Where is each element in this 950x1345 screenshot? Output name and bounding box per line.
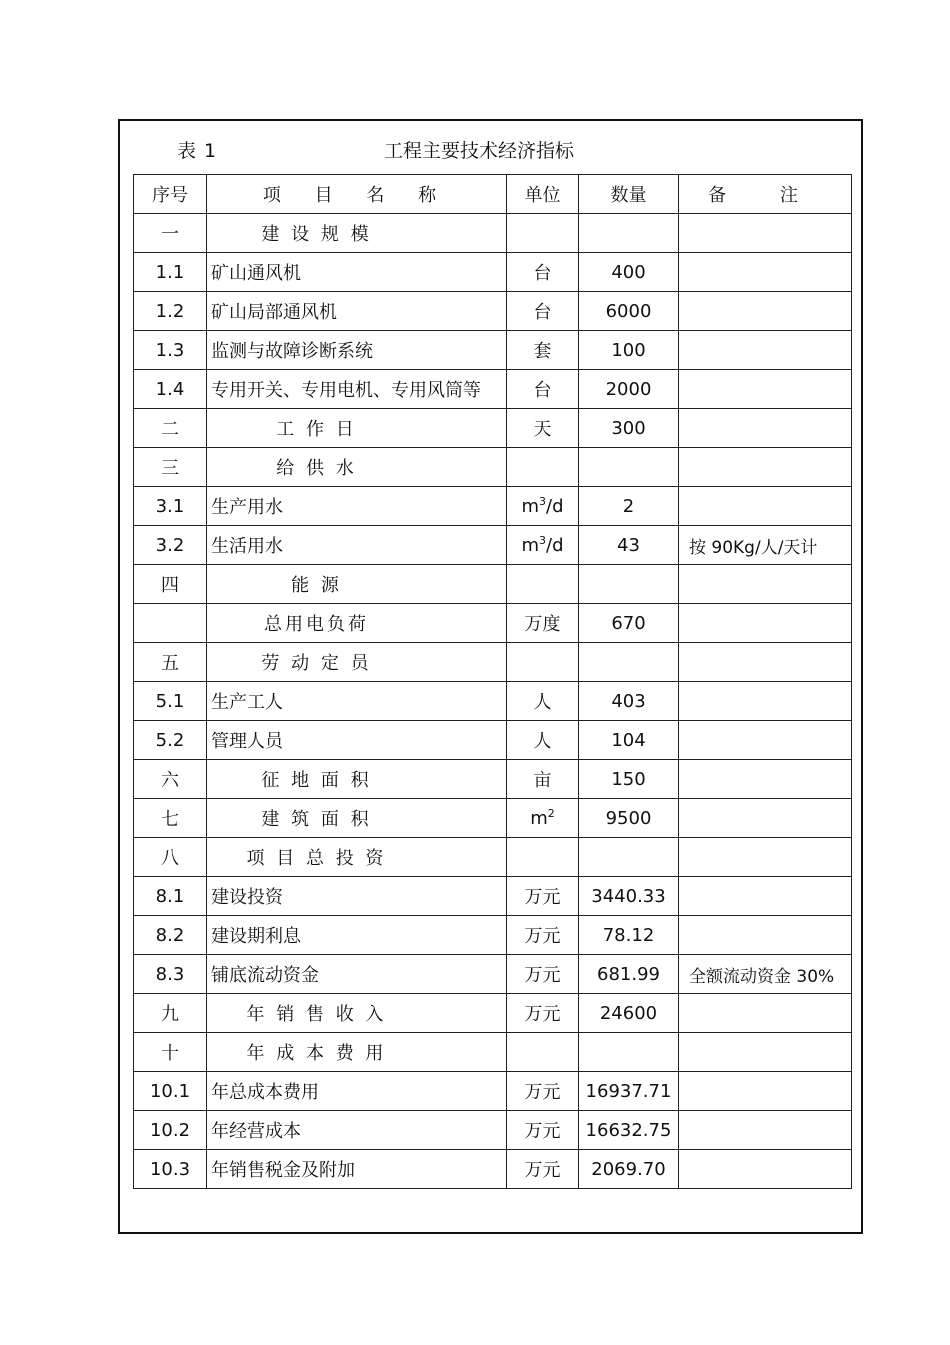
row-unit: 万元 (507, 916, 579, 955)
indicator-table (133, 174, 852, 1189)
table-row (134, 526, 852, 565)
table-row (134, 604, 852, 643)
table-row (134, 1111, 852, 1150)
header-note: 备 注 (679, 175, 852, 214)
table-row (134, 565, 852, 604)
row-note (679, 253, 852, 292)
row-index: 1.3 (134, 331, 207, 370)
row-note: 全额流动资金 30% (679, 955, 852, 994)
row-name: 建 筑 面 积 (207, 799, 507, 838)
row-name: 铺底流动资金 (207, 955, 507, 994)
row-quantity (579, 838, 679, 877)
row-name: 生产工人 (207, 682, 507, 721)
table-row (134, 214, 852, 253)
row-quantity: 78.12 (579, 916, 679, 955)
row-quantity: 2069.70 (579, 1150, 679, 1189)
table-row (134, 682, 852, 721)
table-row (134, 331, 852, 370)
row-index: 5.2 (134, 721, 207, 760)
row-name: 能 源 (207, 565, 507, 604)
row-quantity: 24600 (579, 994, 679, 1033)
header-idx: 序号 (134, 175, 207, 214)
row-note (679, 370, 852, 409)
row-quantity (579, 643, 679, 682)
row-name: 生活用水 (207, 526, 507, 565)
row-quantity: 403 (579, 682, 679, 721)
row-quantity (579, 565, 679, 604)
row-name: 矿山局部通风机 (207, 292, 507, 331)
row-index: 1.2 (134, 292, 207, 331)
table-row (134, 448, 852, 487)
row-note (679, 838, 852, 877)
row-index: 8.2 (134, 916, 207, 955)
table-row (134, 292, 852, 331)
row-unit: 万元 (507, 1072, 579, 1111)
row-name: 年总成本费用 (207, 1072, 507, 1111)
table-row (134, 643, 852, 682)
row-name: 征 地 面 积 (207, 760, 507, 799)
row-note (679, 331, 852, 370)
header-qty: 数量 (579, 175, 679, 214)
table-row (134, 1072, 852, 1111)
row-index: 5.1 (134, 682, 207, 721)
table-row (134, 838, 852, 877)
table-row (134, 916, 852, 955)
row-unit: 万元 (507, 1150, 579, 1189)
row-name: 建设投资 (207, 877, 507, 916)
row-unit: 天 (507, 409, 579, 448)
table-row (134, 253, 852, 292)
row-name: 年经营成本 (207, 1111, 507, 1150)
row-index: 五 (134, 643, 207, 682)
table-row (134, 721, 852, 760)
row-note: 按 90Kg/人/天计 (679, 526, 852, 565)
row-quantity: 681.99 (579, 955, 679, 994)
row-quantity: 300 (579, 409, 679, 448)
table-row (134, 877, 852, 916)
row-quantity: 9500 (579, 799, 679, 838)
row-unit: 万元 (507, 877, 579, 916)
row-index: 七 (134, 799, 207, 838)
table-row (134, 760, 852, 799)
table-row (134, 994, 852, 1033)
row-quantity (579, 448, 679, 487)
row-name: 专用开关、专用电机、专用风筒等 (207, 370, 507, 409)
row-index: 三 (134, 448, 207, 487)
row-name: 劳 动 定 员 (207, 643, 507, 682)
row-unit: 万度 (507, 604, 579, 643)
row-name: 项 目 总 投 资 (207, 838, 507, 877)
row-name: 工 作 日 (207, 409, 507, 448)
row-note (679, 292, 852, 331)
row-index (134, 604, 207, 643)
row-quantity: 6000 (579, 292, 679, 331)
row-quantity: 16632.75 (579, 1111, 679, 1150)
row-note (679, 721, 852, 760)
row-index: 3.1 (134, 487, 207, 526)
row-unit (507, 838, 579, 877)
header-row (134, 175, 852, 214)
row-unit: $m^3/d$ (507, 487, 579, 526)
row-quantity: 3440.33 (579, 877, 679, 916)
row-name: 总用电负荷 (207, 604, 507, 643)
row-unit: 台 (507, 253, 579, 292)
row-unit: 万元 (507, 1111, 579, 1150)
row-quantity: 2000 (579, 370, 679, 409)
table-row (134, 487, 852, 526)
header-unit: 单位 (507, 175, 579, 214)
table-row (134, 799, 852, 838)
row-note (679, 682, 852, 721)
row-name: 生产用水 (207, 487, 507, 526)
row-name: 建 设 规 模 (207, 214, 507, 253)
table-row (134, 409, 852, 448)
table-number: 表 1 (177, 140, 218, 162)
table-row (134, 1033, 852, 1072)
row-quantity: 150 (579, 760, 679, 799)
row-unit: 亩 (507, 760, 579, 799)
row-note (679, 1150, 852, 1189)
row-index: 九 (134, 994, 207, 1033)
row-note (679, 760, 852, 799)
row-note (679, 565, 852, 604)
row-note (679, 604, 852, 643)
row-note (679, 448, 852, 487)
row-index: 10.1 (134, 1072, 207, 1111)
row-quantity: 2 (579, 487, 679, 526)
row-unit: 套 (507, 331, 579, 370)
row-unit (507, 214, 579, 253)
row-note (679, 799, 852, 838)
row-unit: 人 (507, 721, 579, 760)
row-index: 十 (134, 1033, 207, 1072)
row-name: 年 销 售 收 入 (207, 994, 507, 1033)
row-name: 年 成 本 费 用 (207, 1033, 507, 1072)
table-title: 工程主要技术经济指标 (384, 140, 575, 162)
table-row (134, 1150, 852, 1189)
header-name: 项 目 名 称 (207, 175, 507, 214)
row-quantity: 16937.71 (579, 1072, 679, 1111)
row-index: 1.4 (134, 370, 207, 409)
row-unit: $m^3/d$ (507, 526, 579, 565)
row-quantity (579, 214, 679, 253)
row-unit: 台 (507, 292, 579, 331)
row-note (679, 409, 852, 448)
row-quantity: 104 (579, 721, 679, 760)
row-note (679, 994, 852, 1033)
row-name: 矿山通风机 (207, 253, 507, 292)
row-index: 1.1 (134, 253, 207, 292)
row-unit: 万元 (507, 994, 579, 1033)
row-unit: $m^2$ (507, 799, 579, 838)
row-index: 10.2 (134, 1111, 207, 1150)
row-name: 建设期利息 (207, 916, 507, 955)
row-index: 3.2 (134, 526, 207, 565)
row-name: 管理人员 (207, 721, 507, 760)
row-quantity: 400 (579, 253, 679, 292)
row-index: 10.3 (134, 1150, 207, 1189)
row-index: 四 (134, 565, 207, 604)
row-note (679, 214, 852, 253)
row-index: 二 (134, 409, 207, 448)
row-unit (507, 565, 579, 604)
row-name: 监测与故障诊断系统 (207, 331, 507, 370)
row-note (679, 1072, 852, 1111)
row-index: 六 (134, 760, 207, 799)
row-unit: 人 (507, 682, 579, 721)
row-note (679, 643, 852, 682)
row-unit: 万元 (507, 955, 579, 994)
row-note (679, 1111, 852, 1150)
row-quantity (579, 1033, 679, 1072)
row-unit (507, 1033, 579, 1072)
row-note (679, 877, 852, 916)
row-index: 一 (134, 214, 207, 253)
table-row (134, 955, 852, 994)
row-name: 给 供 水 (207, 448, 507, 487)
table-row (134, 370, 852, 409)
row-index: 八 (134, 838, 207, 877)
row-quantity: 43 (579, 526, 679, 565)
row-index: 8.3 (134, 955, 207, 994)
row-quantity: 670 (579, 604, 679, 643)
row-note (679, 916, 852, 955)
row-unit: 台 (507, 370, 579, 409)
row-note (679, 1033, 852, 1072)
row-unit (507, 448, 579, 487)
row-name: 年销售税金及附加 (207, 1150, 507, 1189)
row-index: 8.1 (134, 877, 207, 916)
row-note (679, 487, 852, 526)
row-quantity: 100 (579, 331, 679, 370)
row-unit (507, 643, 579, 682)
